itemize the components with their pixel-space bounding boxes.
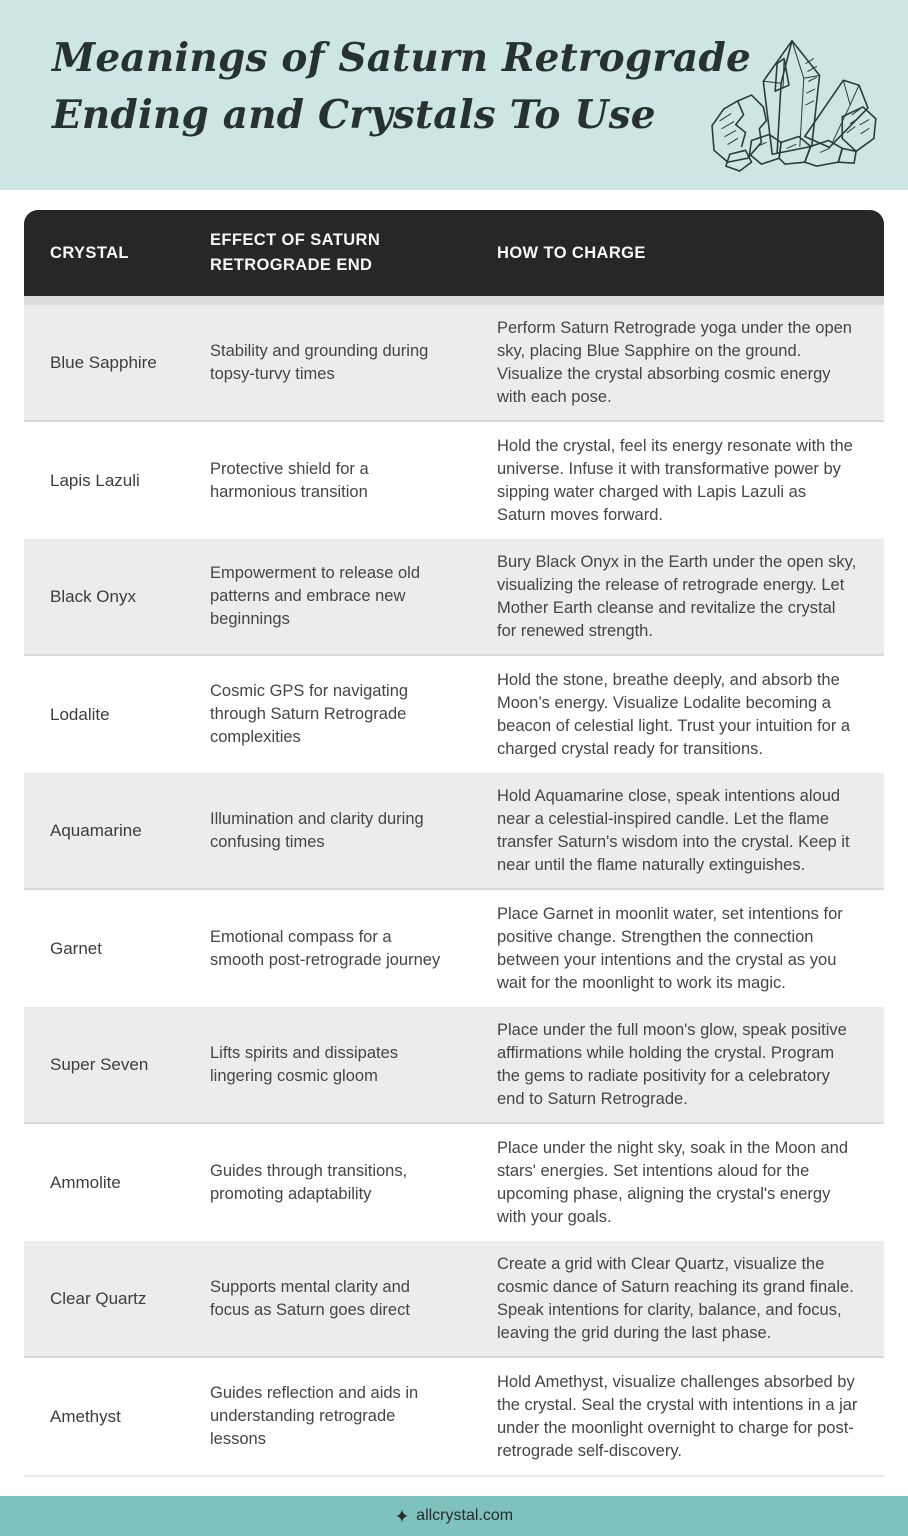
- table-row: [24, 890, 884, 1007]
- charge-text: Hold the stone, breathe deeply, and absorb the Moon’s energy. Visualize Lodalite becoming a beacon of celestial light. Trust your intuition for a charged crystal ready for transitions.: [497, 670, 851, 758]
- crystal-name: Amethyst: [50, 1407, 121, 1426]
- effect-text: Supports mental clarity and focus as Saturn goes direct: [210, 1277, 410, 1319]
- crystal-name: Clear Quartz: [50, 1289, 147, 1308]
- charge-text: Hold the crystal, feel its energy resonate with the universe. Infuse it with transformative power by sipping water charged with Lapis Lazuli as Saturn moves forward.: [497, 436, 853, 524]
- crystal-name: Lapis Lazuli: [50, 471, 140, 490]
- effect-text: Protective shield for a harmonious transition: [210, 459, 369, 501]
- table-body: [24, 305, 884, 1475]
- table-row: [24, 1358, 884, 1475]
- crystal-name: Aquamarine: [50, 821, 142, 840]
- table-row: [24, 305, 884, 422]
- effect-text: Guides reflection and aids in understanding retrograde lessons: [210, 1384, 419, 1448]
- effect-text: Guides through transitions, promoting adaptability: [210, 1161, 408, 1203]
- title-line-2: Ending and Crystals To Use: [52, 92, 656, 138]
- sparkle-icon: ✦: [394, 1505, 410, 1527]
- charge-text: Perform Saturn Retrograde yoga under the open sky, placing Blue Sapphire on the ground. Visualize the crystal absorbing cosmic energy with each pose.: [497, 318, 852, 406]
- effect-text: Lifts spirits and dissipates lingering cosmic gloom: [210, 1043, 399, 1085]
- charge-text: Place under the night sky, soak in the Moon and stars' energies. Set intentions aloud for the upcoming phase, aligning the crystal's energy with your goals.: [497, 1138, 848, 1226]
- charge-text: Hold Aquamarine close, speak intentions aloud near a celestial-inspired candle. Let the flame transfer Saturn's wisdom into the crystal. Keep it near until the flame naturally extinguishes.: [497, 786, 850, 874]
- table-row: [24, 1241, 884, 1358]
- crystal-name: Blue Sapphire: [50, 353, 157, 372]
- table-row: [24, 1124, 884, 1241]
- column-header-effect: EFFECT OF SATURN RETROGRADE END: [210, 231, 381, 274]
- effect-text: Empowerment to release old patterns and embrace new beginnings: [210, 564, 421, 628]
- charge-text: Hold Amethyst, visualize challenges absorbed by the crystal. Seal the crystal with intentions in a jar under the moonlight overnight to charge for post-retrograde self-discovery.: [497, 1372, 858, 1460]
- table-header-row: [24, 210, 884, 296]
- column-header-crystal: CRYSTAL: [50, 243, 129, 262]
- crystal-table: [24, 210, 884, 1477]
- site-label: allcrystal.com: [416, 1507, 514, 1524]
- table-row: [24, 656, 884, 773]
- charge-text: Bury Black Onyx in the Earth under the open sky, visualizing the release of retrograde energy. Let Mother Earth cleanse and revitalize the crystal for renewed strength.: [497, 552, 857, 640]
- footer-bar: [0, 1496, 908, 1536]
- table-row: [24, 773, 884, 890]
- crystal-name: Black Onyx: [50, 587, 136, 606]
- table-row: [24, 539, 884, 656]
- table-bottom-divider: [24, 1475, 884, 1477]
- table-row: [24, 422, 884, 539]
- crystal-name: Lodalite: [50, 705, 110, 724]
- crystal-name: Super Seven: [50, 1055, 149, 1074]
- crystal-cluster-icon: [694, 26, 882, 174]
- crystal-name: Ammolite: [50, 1173, 121, 1192]
- effect-text: Stability and grounding during topsy-turvy times: [210, 341, 429, 383]
- effect-text: Emotional compass for a smooth post-retrograde journey: [210, 927, 441, 969]
- header-shadow-strip: [24, 296, 884, 305]
- charge-text: Create a grid with Clear Quartz, visualize the cosmic dance of Saturn reaching its grand finale. Speak intentions for clarity, balance, and focus, leaving the grid during the last phase.: [497, 1254, 854, 1342]
- charge-text: Place under the full moon's glow, speak positive affirmations while holding the crystal. Program the gems to radiate positivity for a celebratory end to Saturn Retrograde.: [497, 1020, 847, 1108]
- title-line-1: Meanings of Saturn Retrograde: [52, 35, 752, 81]
- banner: [0, 0, 908, 190]
- column-header-charge: HOW TO CHARGE: [497, 243, 646, 262]
- charge-text: Place Garnet in moonlit water, set intentions for positive change. Strengthen the connection between your intentions and the crystal as you wait for the moonlight to work its magic.: [497, 904, 843, 992]
- effect-text: Cosmic GPS for navigating through Saturn Retrograde complexities: [210, 682, 409, 746]
- table-row: [24, 1007, 884, 1124]
- effect-text: Illumination and clarity during confusing times: [210, 809, 424, 851]
- crystal-name: Garnet: [50, 939, 102, 958]
